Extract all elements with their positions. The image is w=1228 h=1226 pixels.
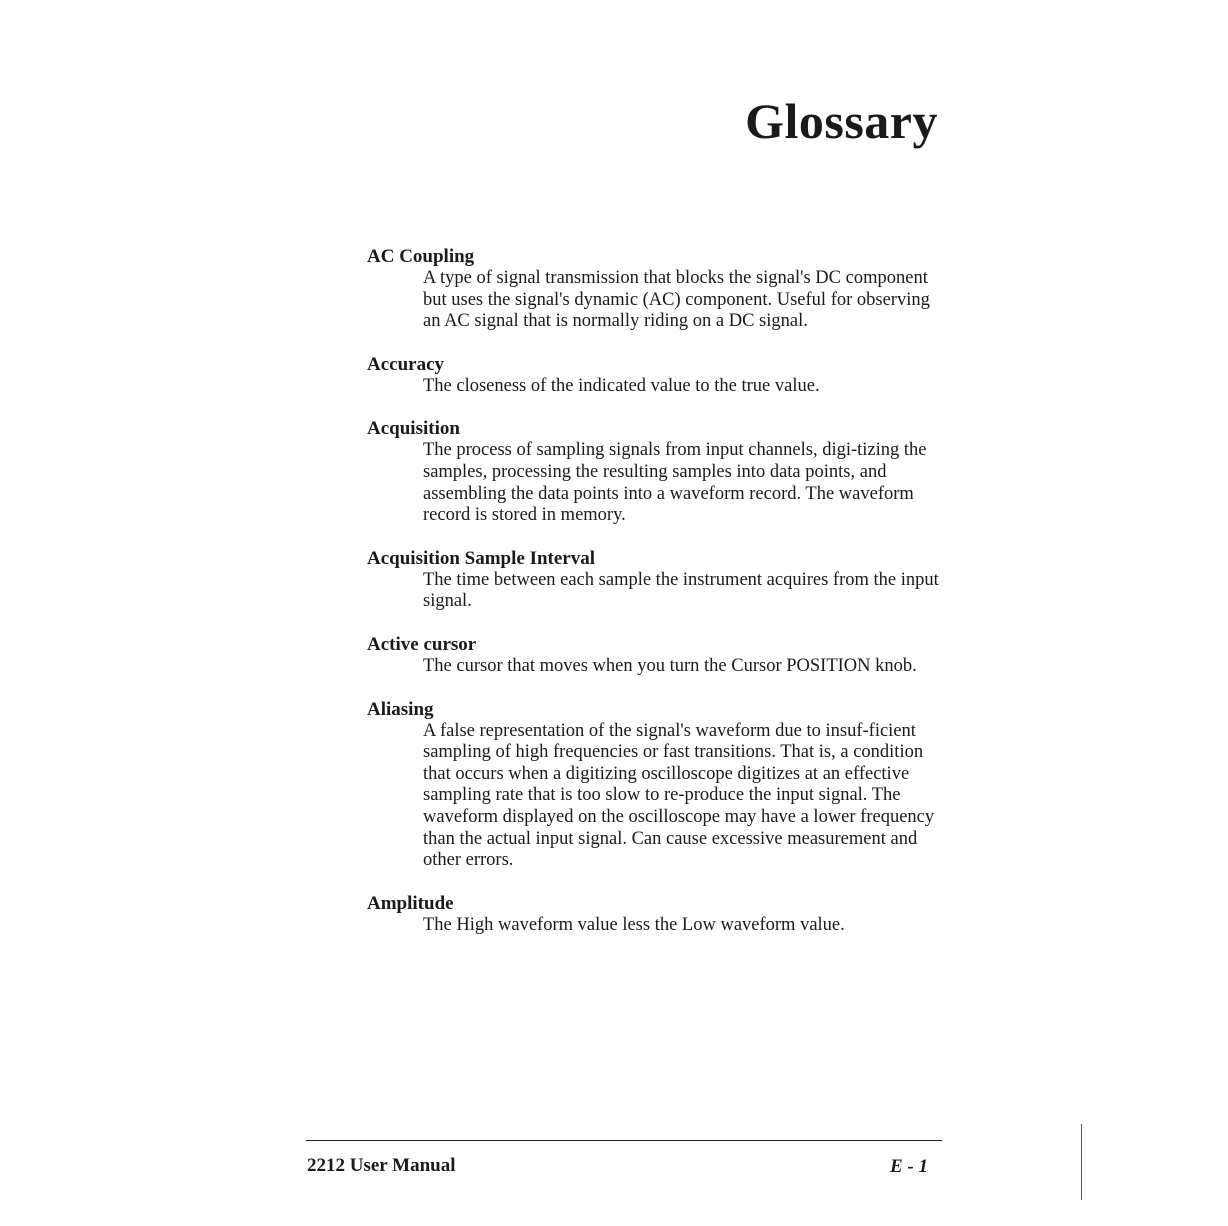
glossary-term: Active cursor (367, 633, 477, 655)
glossary-entry (367, 699, 947, 872)
glossary-entry (367, 354, 947, 398)
glossary-list (367, 246, 947, 957)
page-number: E - 1 (890, 1156, 928, 1177)
glossary-definition: The closeness of the indicated value to the true value. (423, 375, 820, 396)
glossary-term: Acquisition Sample Interval (367, 547, 596, 569)
glossary-term: Amplitude (367, 892, 454, 914)
glossary-entry (367, 634, 947, 678)
glossary-term: Aliasing (367, 698, 434, 720)
glossary-definition: The process of sampling signals from input channels, digi-tizing the samples, processing the resulting samples into data points, and assembling the data points into a waveform record. The waveform record is stored in memory. (423, 440, 927, 526)
glossary-term: AC Coupling (367, 246, 475, 267)
scan-edge-mark (1081, 1124, 1082, 1200)
glossary-term: Accuracy (367, 353, 445, 375)
glossary-entry (367, 418, 947, 526)
glossary-definition: A false representation of the signal's waveform due to insuf-ficient sampling of high frequencies or fast transitions. That is, a condition that occurs when a digitizing oscilloscope digitizes at an effective sampling rate that is too slow to re-produce the input signal. The waveform displayed on the oscilloscope may have a lower frequency than the actual input signal. Can cause excessive measurement and other errors. (423, 720, 935, 871)
glossary-definition: A type of signal transmission that blocks the signal's DC component but uses the signal's dynamic (AC) component. Useful for observing an AC signal that is normally riding on a DC signal. (423, 268, 930, 332)
glossary-term: Acquisition (367, 418, 460, 440)
page-title: Glossary (745, 93, 938, 149)
glossary-definition: The time between each sample the instrument acquires from the input signal. (423, 569, 939, 612)
glossary-entry (367, 246, 947, 333)
glossary-definition: The cursor that moves when you turn the Cursor POSITION knob. (423, 655, 917, 676)
glossary-entry (367, 893, 947, 937)
glossary-entry (367, 548, 947, 613)
footer-manual-title: 2212 User Manual (307, 1155, 456, 1176)
footer-divider (306, 1140, 942, 1141)
glossary-definition: The High waveform value less the Low waveform value. (423, 914, 845, 935)
